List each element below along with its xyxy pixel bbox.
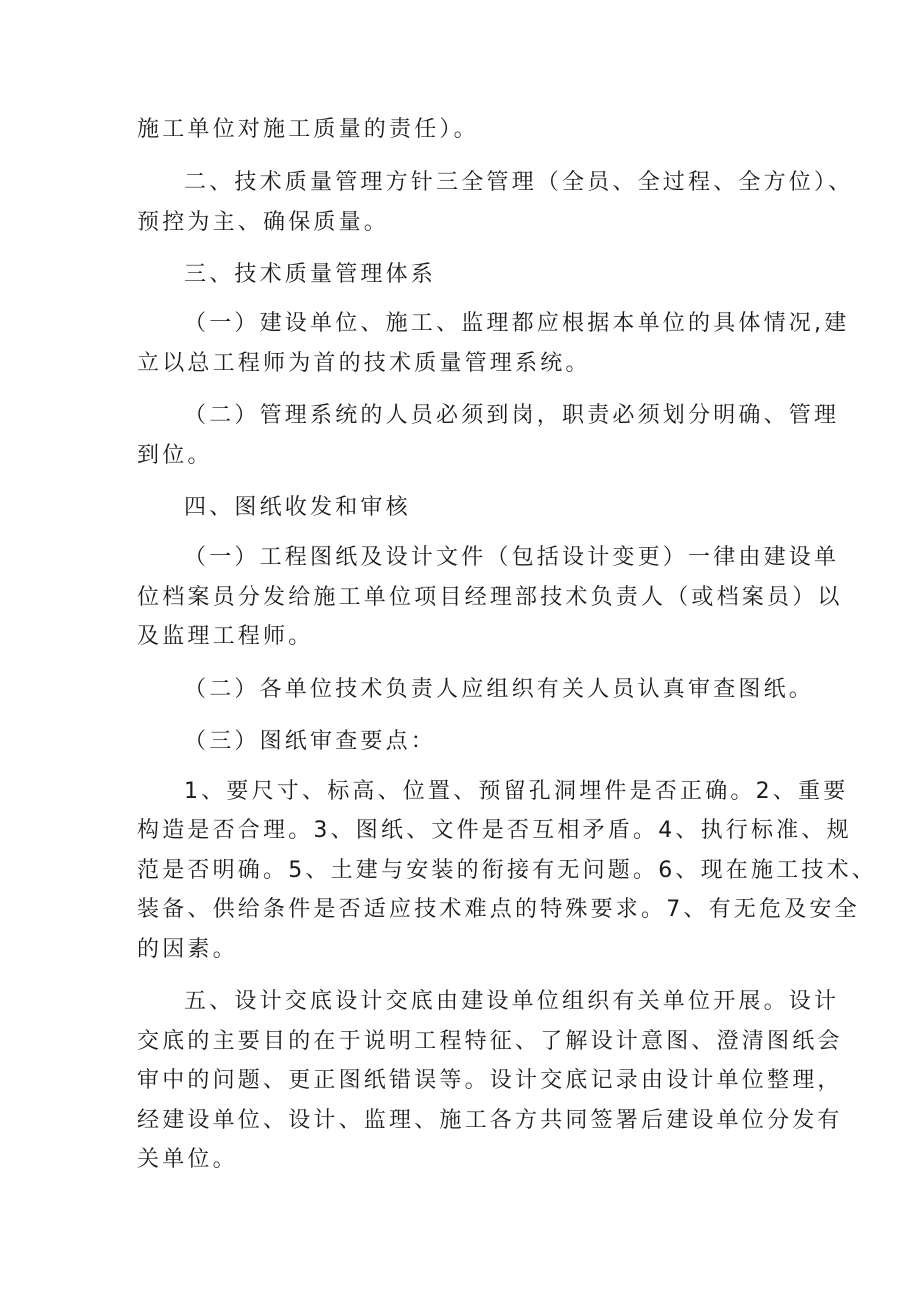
paragraph-line: 到位。 — [137, 443, 213, 468]
section-heading-4: 四、图纸收发和审核 — [184, 495, 411, 520]
paragraph-line: 位档案员分发给施工单位项目经理部技术负责人（或档案员）以 — [137, 585, 843, 610]
paragraph-line: （三）图纸审查要点： — [184, 729, 437, 754]
paragraph-line: 1、要尺寸、标高、位置、预留孔洞埋件是否正确。2、重要 — [184, 779, 849, 804]
paragraph-line: （二）管理系统的人员必须到岗，职责必须划分明确、管理 — [184, 403, 840, 428]
paragraph-line: 构造是否合理。3、图纸、文件是否互相矛盾。4、执行标准、规 — [137, 818, 852, 843]
paragraph-line: 审中的问题、更正图纸错误等。设计交底记录由设计单位整理， — [137, 1068, 843, 1093]
paragraph-line: 及监理工程师。 — [137, 624, 314, 649]
paragraph-line: 的因素。 — [137, 937, 238, 962]
paragraph-line: 范是否明确。5、土建与安装的衔接有无问题。6、现在施工技术、 — [137, 858, 877, 883]
paragraph-line: （一）建设单位、施工、监理都应根据本单位的具体情况,建 — [184, 311, 850, 336]
paragraph-line: 交底的主要目的在于说明工程特征、了解设计意图、澄清图纸会 — [137, 1029, 843, 1054]
paragraph-line: （一）工程图纸及设计文件（包括设计变更）一律由建设单 — [184, 545, 840, 570]
paragraph-line: （二）各单位技术负责人应组织有关人员认真审查图纸。 — [184, 677, 815, 702]
section-heading-3: 三、技术质量管理体系 — [184, 262, 437, 287]
paragraph-line: 预控为主、确保质量。 — [137, 210, 390, 235]
section-heading-5: 五、设计交底设计交底由建设单位组织有关单位开展。设计 — [184, 989, 840, 1014]
paragraph-line: 施工单位对施工质量的责任）。 — [137, 117, 479, 142]
paragraph-line: 经建设单位、设计、监理、施工各方共同签署后建设单位分发有 — [137, 1108, 843, 1133]
paragraph-line: 装备、供给条件是否适应技术难点的特殊要求。7、有无危及安全 — [137, 897, 860, 922]
paragraph-line: 立以总工程师为首的技术质量管理系统。 — [137, 351, 591, 376]
paragraph-line: 关单位。 — [137, 1147, 238, 1172]
section-heading-2: 二、技术质量管理方针三全管理（全员、全过程、全方位）、 — [184, 170, 854, 195]
